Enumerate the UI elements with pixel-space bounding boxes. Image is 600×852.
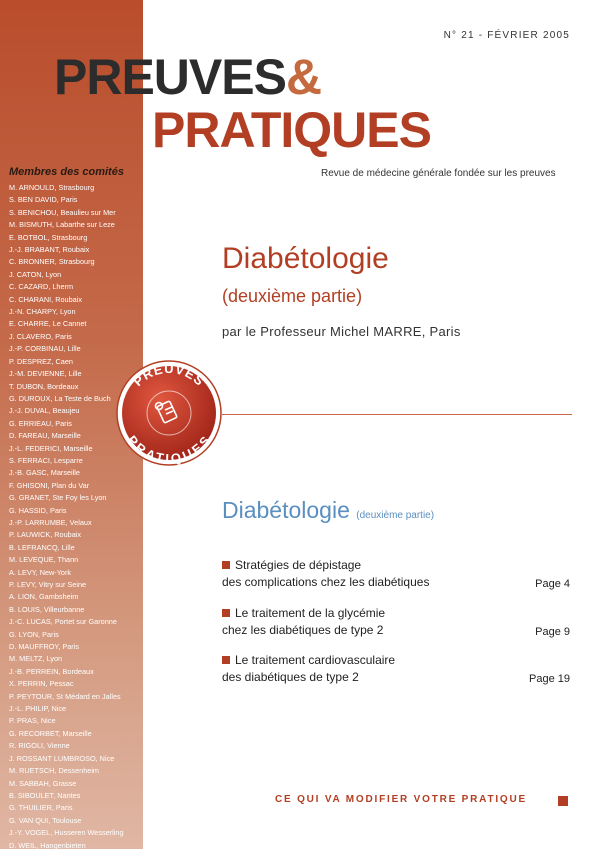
- toc-title-small: (deuxième partie): [356, 510, 435, 521]
- committee-member: T. DUBON, Bordeaux: [9, 381, 79, 391]
- committee-member: G. RECORBET, Marseille: [9, 728, 92, 738]
- committee-member: D. WEIL, Hangenbieten: [9, 840, 86, 850]
- logo-text-top: PREUVES: [130, 360, 208, 390]
- committee-member: C. CHARANI, Roubaix: [9, 294, 82, 304]
- committee-member: P. DESPREZ, Caen: [9, 356, 73, 366]
- committee-member: M. SABBAH, Grasse: [9, 778, 77, 788]
- committee-member: P. PRAS, Nice: [9, 716, 56, 726]
- toc-title-main: Diabétologie: [222, 497, 350, 523]
- committee-member: D. MAUFFROY, Paris: [9, 642, 80, 652]
- committee-member: G. VAN QUI, Toulouse: [9, 815, 82, 825]
- committee-member: G. DUROUX, La Teste de Buch: [9, 393, 111, 403]
- toc-page: Page 9: [535, 626, 570, 638]
- logo-text-bottom: PRATIQUES: [124, 432, 214, 467]
- committee-member: J. CLAVERO, Paris: [9, 331, 72, 341]
- committee-member: P. LEVY, Vitry sur Seine: [9, 580, 87, 589]
- committee-member: J.-L. PHILIP, Nice: [9, 704, 67, 714]
- committee-member: B. LOUIS, Villeurbanne: [9, 604, 85, 614]
- committee-member: J.-P. LARRUMBE, Velaux: [9, 517, 92, 527]
- toc-item[interactable]: [222, 652, 570, 686]
- committee-member: J.-M. DEVIENNE, Lille: [9, 369, 82, 379]
- preuves-pratiques-logo: [114, 358, 224, 468]
- committee-member: J.-C. LUCAS, Portet sur Garonne: [9, 617, 117, 627]
- committee-member: X. PERRIN, Pessac: [9, 679, 74, 689]
- toc-item-line2: des diabétiques de type 2: [222, 670, 359, 684]
- committee-member: M. ARNOULD, Strasbourg: [9, 183, 95, 192]
- masthead-subtitle: Revue de médecine générale fondée sur les preuves: [321, 168, 556, 179]
- committee-member: E. CHARRE, Le Cannet: [9, 319, 87, 329]
- toc-page: Page 4: [535, 578, 570, 590]
- committee-title: Membres des comités: [9, 166, 124, 178]
- toc-item-line2: des complications chez les diabétiques: [222, 575, 430, 589]
- committee-member: P. LAUWICK, Roubaix: [9, 530, 82, 540]
- committee-member: J.-J. DUVAL, Beaujeu: [9, 406, 80, 416]
- committee-member: B. SIBOULET, Nantes: [9, 790, 81, 800]
- toc-item-line1: Stratégies de dépistage: [222, 557, 570, 574]
- toc-page: Page 19: [529, 673, 570, 685]
- committee-member: F. GHISONI, Plan du Var: [9, 480, 90, 490]
- main-subtitle: (deuxième partie): [222, 286, 363, 306]
- committee-member: C. CAZARD, Lherm: [9, 282, 74, 292]
- main-title: Diabétologie: [222, 242, 389, 275]
- toc-item[interactable]: [222, 557, 570, 591]
- committee-member: A. LEVY, New-York: [9, 567, 72, 577]
- committee-member: S. FERRACI, Lesparre: [9, 455, 83, 465]
- committee-member: J.-B. GASC, Marseille: [9, 468, 80, 478]
- committee-member: M. MELTZ, Lyon: [9, 654, 63, 664]
- issue-number: N° 21 - FÉVRIER 2005: [443, 30, 570, 41]
- committee-member: M. BISMUTH, Labarthe sur Leze: [9, 220, 115, 230]
- masthead-line1: [54, 49, 322, 105]
- committee-member: J.-Y. VOGEL, Husseren Wesserling: [9, 828, 124, 838]
- committee-member: G. HASSID, Paris: [9, 505, 67, 515]
- committee-member: P. PEYTOUR, St Médard en Jalles: [9, 691, 121, 701]
- committee-member: J. ROSSANT LUMBROSO, Nice: [9, 753, 115, 763]
- committee-member: G. LYON, Paris: [9, 629, 59, 639]
- masthead-preuves: PREUVES: [54, 49, 286, 105]
- footer-tagline: CE QUI VA MODIFIER VOTRE PRATIQUE: [275, 794, 528, 805]
- committee-member: J.-P. CORBINAU, Lille: [9, 344, 81, 354]
- committee-member: E. BOTBOL, Strasbourg: [9, 232, 88, 242]
- committee-member: S. BEN DAVID, Paris: [9, 195, 78, 205]
- committee-list: [9, 182, 124, 852]
- committee-member: M. LEVEQUE, Thann: [9, 555, 79, 565]
- committee-member: D. FAREAU, Marseille: [9, 431, 81, 441]
- divider-rule: [222, 414, 572, 415]
- toc-item[interactable]: [222, 605, 570, 639]
- bullet-square-icon: [222, 609, 230, 617]
- bullet-square-icon: [222, 656, 230, 664]
- footer-square-icon: [558, 796, 568, 806]
- masthead-ampersand: &: [285, 49, 322, 105]
- committee-member: J. CATON, Lyon: [9, 269, 62, 279]
- committee-member: A. LION, Gambsheim: [9, 592, 79, 602]
- committee-member: G. ERRIEAU, Paris: [9, 418, 72, 428]
- toc-item-line2: chez les diabétiques de type 2: [222, 623, 384, 637]
- committee-member: J.-B. PERREIN, Bordeaux: [9, 666, 94, 676]
- committee-member: G. GRANET, Ste Foy les Lyon: [9, 493, 107, 503]
- committee-member: B. LEFRANCQ, Lille: [9, 542, 75, 552]
- toc-item-line1: Le traitement cardiovasculaire: [222, 652, 570, 669]
- author-line: par le Professeur Michel MARRE, Paris: [222, 324, 461, 339]
- committee-member: J.-J. BRABANT, Roubaix: [9, 245, 90, 255]
- committee-member: R. RIGOLI, Vienne: [9, 741, 70, 751]
- committee-member: J.-N. CHARPY, Lyon: [9, 307, 76, 317]
- committee-member: J.-L. FEDERICI, Marseille: [9, 443, 93, 453]
- bullet-square-icon: [222, 561, 230, 569]
- committee-member: M. RUETSCH, Dessenheim: [9, 766, 100, 776]
- committee-member: C. BRONNER, Strasbourg: [9, 257, 95, 267]
- toc-item-line1: Le traitement de la glycémie: [222, 605, 570, 622]
- masthead-pratiques: PRATIQUES: [152, 102, 431, 158]
- committee-member: G. THUILIER, Paris: [9, 803, 73, 813]
- toc-title: [222, 497, 434, 524]
- committee-member: S. BENICHOU, Beaulieu sur Mer: [9, 207, 116, 217]
